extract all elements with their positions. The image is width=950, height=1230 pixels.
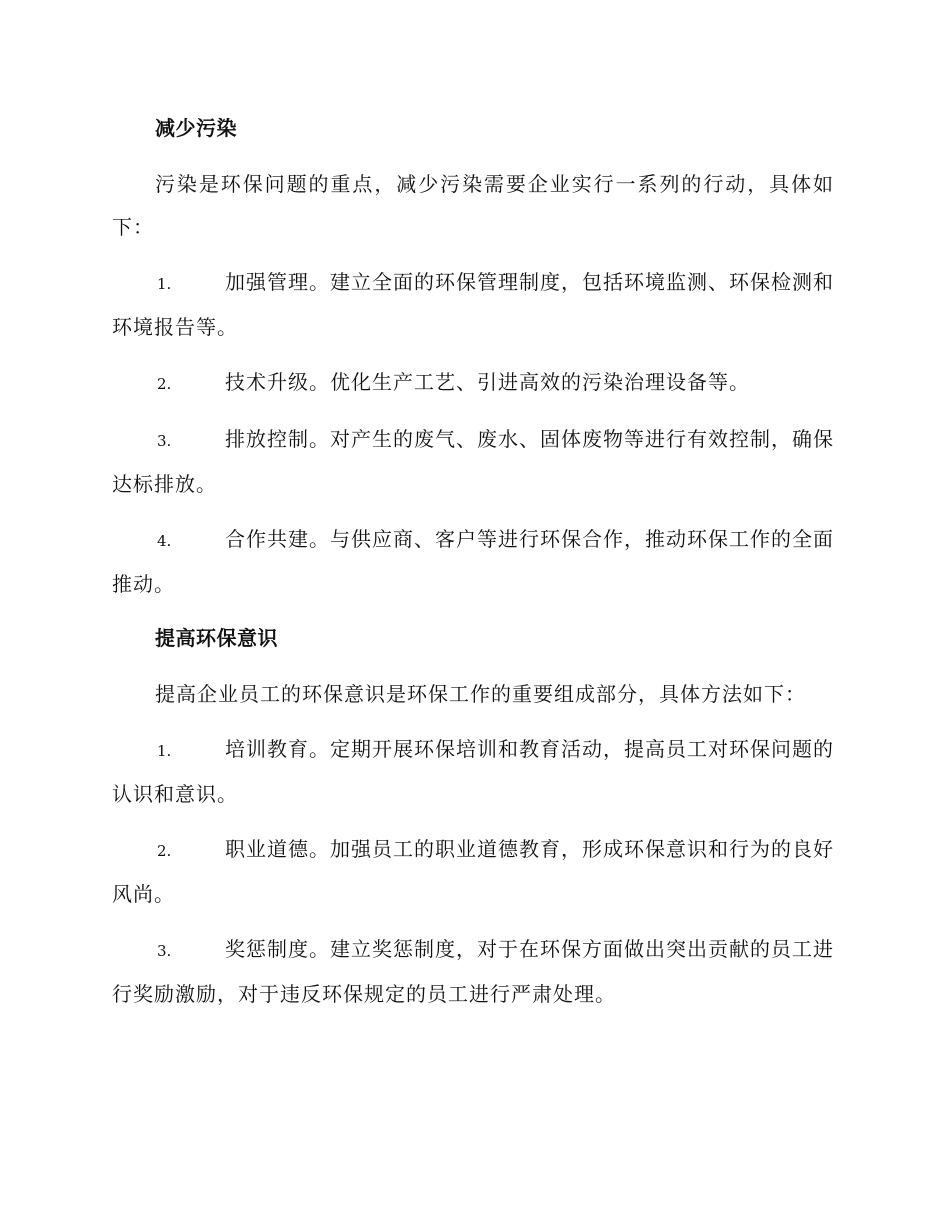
document-content xyxy=(112,108,834,1028)
list-number: 2. xyxy=(157,842,172,860)
list-item xyxy=(112,361,834,406)
list-text: 合作共建。与供应商、客户等进行环保合作，推动环保工作的全面推动。 xyxy=(112,527,834,596)
list-number: 1. xyxy=(157,742,172,760)
list-item xyxy=(112,261,834,349)
list-item xyxy=(112,728,834,816)
list-number: 3. xyxy=(157,942,172,960)
list-text: 培训教育。定期开展环保培训和教育活动，提高员工对环保问题的认识和意识。 xyxy=(112,737,834,806)
list-item xyxy=(112,828,834,916)
section-heading-reduce-pollution: 减少污染 xyxy=(155,116,237,140)
section-heading-raise-awareness: 提高环保意识 xyxy=(155,626,278,650)
list-number: 2. xyxy=(157,375,172,393)
list-number: 3. xyxy=(157,432,172,450)
list-item xyxy=(112,928,834,1016)
list-number: 4. xyxy=(157,532,172,550)
list-text: 奖惩制度。建立奖惩制度，对于在环保方面做出突出贡献的员工进行奖励激励，对于违反环保规定的员工进行严肃处理。 xyxy=(112,937,834,1006)
section-intro-raise-awareness: 提高企业员工的环保意识是环保工作的重要组成部分，具体方法如下： xyxy=(155,682,806,706)
list-number: 1. xyxy=(157,275,172,293)
list-text: 加强管理。建立全面的环保管理制度，包括环境监测、环保检测和环境报告等。 xyxy=(112,270,834,339)
list-text: 职业道德。加强员工的职业道德教育，形成环保意识和行为的良好风尚。 xyxy=(112,837,834,906)
list-text: 排放控制。对产生的废气、废水、固体废物等进行有效控制，确保达标排放。 xyxy=(112,427,834,496)
section-intro-reduce-pollution: 污染是环保问题的重点，减少污染需要企业实行一系列的行动，具体如下： xyxy=(112,172,834,239)
list-item xyxy=(112,518,834,606)
list-item xyxy=(112,418,834,506)
list-text: 技术升级。优化生产工艺、引进高效的污染治理设备等。 xyxy=(225,370,750,394)
